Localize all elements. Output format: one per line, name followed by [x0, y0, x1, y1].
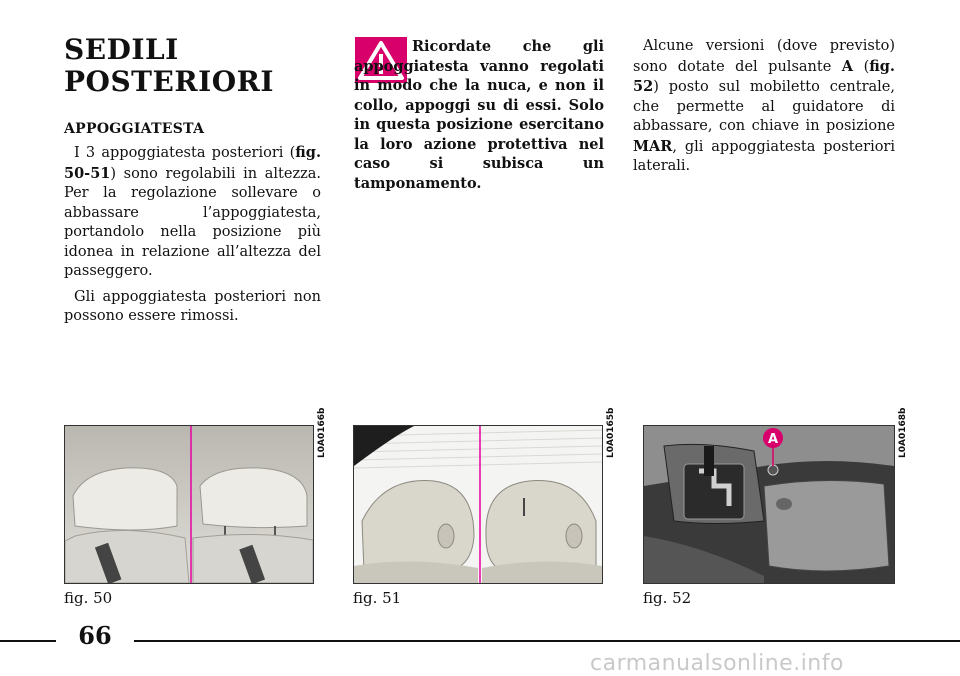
- figure-50-caption: fig. 50: [64, 589, 113, 607]
- title-line-1: SEDILI: [64, 33, 179, 66]
- figure-51-caption: fig. 51: [353, 589, 402, 607]
- figure-52-caption: fig. 52: [643, 589, 692, 607]
- footer-rule-left: [0, 640, 56, 642]
- figure-reference: fig. 52: [633, 57, 895, 95]
- paragraph-button-a: Alcune versioni (dove previsto) sono dotate del pulsante A (fig. 52) posto sul mobiletto centrale, che permette al guidatore di abbassare, con chiave in posizione MAR, gli appoggiatesta posteriori laterali.: [633, 38, 895, 174]
- key-position-label: MAR: [633, 137, 673, 155]
- column-1-text: [64, 143, 321, 333]
- subheading: APPOGGIATESTA: [64, 121, 205, 137]
- button-a-label: A: [841, 57, 854, 75]
- footer-rule-right: [134, 640, 960, 642]
- figure-51-photo: [353, 425, 603, 584]
- figure-51-code: L0A0165b: [606, 407, 616, 458]
- figure-50-photo: [64, 425, 314, 584]
- figure-52-photo: [643, 425, 895, 584]
- paragraph-2: Gli appoggiatesta posteriori non possono essere rimossi.: [64, 288, 321, 324]
- column-3-text: [633, 37, 895, 183]
- section-title: [64, 34, 274, 98]
- title-line-2: POSTERIORI: [64, 65, 274, 98]
- figure-52-code: L0A0168b: [898, 407, 908, 458]
- figure-50-code: L0A0166b: [317, 407, 327, 458]
- warning-text-block: [354, 37, 604, 199]
- page-number: 66: [78, 621, 112, 650]
- figure-reference: fig. 50-51: [64, 144, 321, 182]
- button-a-marker: A: [767, 432, 779, 447]
- watermark: carmanualsonline.info: [590, 651, 844, 676]
- warning-text: Ricordate che gli appoggiatesta vanno regolati in modo che la nuca, e non il collo, appoggi su di essi. Solo in questa posizione esercitano la loro azione protettiva nel caso si subisca un tamponamento.: [354, 38, 604, 192]
- paragraph-1: I 3 appoggiatesta posteriori (fig. 50-51) sono regolabili in altezza. Per la regolazione sollevare o abbassare l’appoggiatesta, portandolo nella posizione più idonea in relazione all’altezza del passeggero.: [64, 144, 321, 279]
